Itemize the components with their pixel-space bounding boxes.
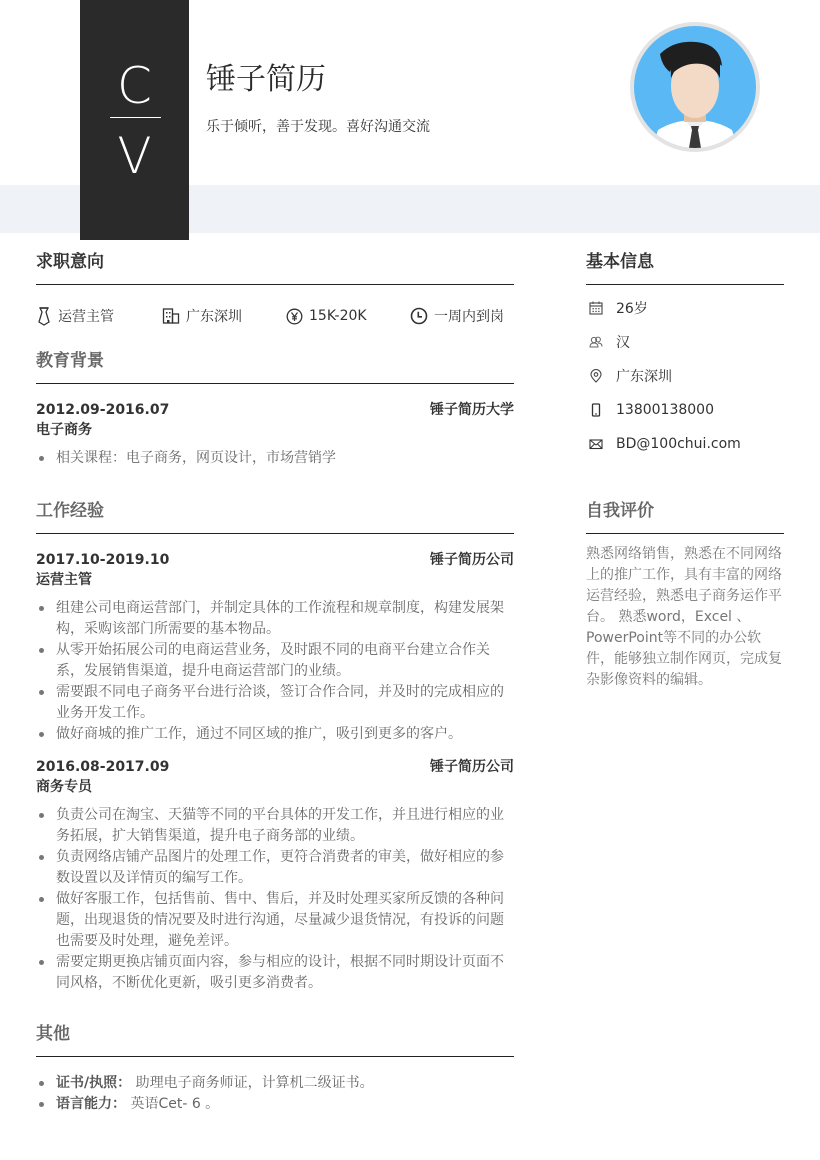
other-section: [36, 1022, 514, 1115]
bullet-value: 助理电子商务师证，计算机二级证书。: [131, 1075, 374, 1091]
entry-header: [36, 400, 514, 420]
basic-info-list: [586, 291, 784, 461]
info-location-text: 广东深圳: [616, 369, 672, 385]
info-age-text: 26岁: [616, 301, 648, 317]
intent-salary: [286, 308, 410, 325]
info-location: [586, 359, 784, 393]
entry-organization: 锤子简历公司: [430, 759, 514, 775]
bullet-item: 组建公司电商运营部门，并制定具体的工作流程和规章制度，构建发展架构，采购该部门所需要的基本物品。: [36, 598, 514, 640]
bullet-item: 需要定期更换店铺页面内容，参与相应的设计，根据不同时期设计页面不同风格，不断优化更新，吸引更多消费者。: [36, 952, 514, 994]
entry-role: 运营主管: [36, 572, 92, 588]
bullet-item: [36, 1073, 514, 1094]
people-icon: [589, 335, 603, 349]
basic-info-section: [586, 250, 784, 461]
bullet-item: 负责网络店铺产品图片的处理工作，更符合消费者的审美，做好相应的参数设置以及详情页的编写工作。: [36, 847, 514, 889]
work-bullets: [36, 598, 514, 745]
section-title-basic-info: 基本信息: [586, 250, 784, 285]
entry-major: 电子商务: [36, 422, 92, 438]
bullet-item: 做好商城的推广工作，通过不同区域的推广，吸引到更多的客户。: [36, 724, 514, 745]
bullet-label: 语言能力：: [56, 1096, 126, 1112]
cv-divider: [110, 117, 161, 118]
entry-header: [36, 550, 514, 570]
bullet-value: 英语Cet- 6 。: [126, 1096, 220, 1112]
yuan-icon: [286, 308, 303, 325]
info-email: [586, 427, 784, 461]
side-column: [586, 250, 784, 691]
bullet-item: 从零开始拓展公司的电商运营业务，及时跟不同的电商平台建立合作关系，发展销售渠道，提升电商运营部门的业绩。: [36, 640, 514, 682]
section-title-other: 其他: [36, 1022, 514, 1057]
intent-position-text: 运营主管: [58, 309, 114, 325]
resume-name: 锤子简历: [206, 62, 326, 97]
intent-city: [162, 306, 286, 326]
cv-logo-block: [80, 0, 189, 240]
intent-availability: [410, 306, 504, 326]
entry-period: 2017.10-2019.10: [36, 552, 170, 568]
section-title-self-eval: 自我评价: [586, 499, 784, 534]
entry-period: 2012.09-2016.07: [36, 402, 170, 418]
section-title-work: 工作经验: [36, 499, 514, 534]
work-bullets: [36, 805, 514, 994]
bullet-item: 负责公司在淘宝、天猫等不同的平台具体的开发工作，并且进行相应的业务拓展，扩大销售渠道，提升电子商务部的业绩。: [36, 805, 514, 847]
mail-icon: [589, 437, 603, 451]
section-title-job-intent: 求职意向: [36, 250, 514, 285]
bullet-item: 相关课程：电子商务，网页设计，市场营销学: [36, 448, 514, 469]
tie-icon: [36, 306, 52, 326]
intent-city-text: 广东深圳: [186, 309, 242, 325]
cv-letter-v: V: [117, 127, 152, 185]
education-section: [36, 349, 514, 469]
info-ethnicity: [586, 325, 784, 359]
clock-icon: [410, 307, 428, 325]
cv-letter-c: C: [117, 57, 152, 115]
education-entry: [36, 400, 514, 469]
phone-icon: [589, 403, 603, 417]
building-icon: [162, 307, 180, 325]
entry-organization: 锤子简历公司: [430, 552, 514, 568]
self-eval-section: [586, 499, 784, 691]
main-column: [36, 250, 514, 1115]
work-section: [36, 499, 514, 994]
info-phone: [586, 393, 784, 427]
job-intent-section: [36, 250, 514, 331]
info-age: [586, 291, 784, 325]
entry-period: 2016.08-2017.09: [36, 759, 170, 775]
entry-role: 商务专员: [36, 779, 92, 795]
avatar-image: [634, 26, 756, 148]
resume-motto: 乐于倾听，善于发现。喜好沟通交流: [206, 119, 430, 135]
info-phone-text: 13800138000: [616, 402, 714, 418]
bullet-item: 需要跟不同电子商务平台进行洽谈，签订合作合同，并及时的完成相应的业务开发工作。: [36, 682, 514, 724]
avatar: [630, 22, 760, 152]
bullet-item: 做好客服工作，包括售前、售中、售后，并及时处理买家所反馈的各种问题，出现退货的情况要及时进行沟通，尽量减少退货情况，有投诉的问题也需要及时处理，避免差评。: [36, 889, 514, 952]
work-entry: [36, 550, 514, 745]
bullet-item: [36, 1094, 514, 1115]
education-bullets: [36, 448, 514, 469]
intent-availability-text: 一周内到岗: [434, 309, 504, 325]
bullet-label: 证书/执照：: [56, 1075, 132, 1091]
job-intent-row: [36, 301, 514, 331]
location-icon: [589, 369, 603, 383]
info-ethnicity-text: 汉: [616, 335, 630, 351]
other-bullets: [36, 1073, 514, 1115]
entry-organization: 锤子简历大学: [430, 402, 514, 418]
entry-header: [36, 757, 514, 777]
info-email-text: BD@100chui.com: [616, 436, 741, 452]
intent-position: [36, 306, 162, 326]
person-illustration-icon: [634, 26, 756, 148]
calendar-icon: [589, 301, 603, 315]
work-entry: [36, 757, 514, 994]
self-eval-text: 熟悉网络销售，熟悉在不同网络上的推广工作，具有丰富的网络运营经验，熟悉电子商务运作平台。 熟悉word，Excel 、PowerPoint等不同的办公软件，能够独立制作网页，完成复杂影像资料的编辑。: [586, 546, 782, 688]
intent-salary-text: 15K-20K: [309, 308, 367, 324]
section-title-education: 教育背景: [36, 349, 514, 384]
